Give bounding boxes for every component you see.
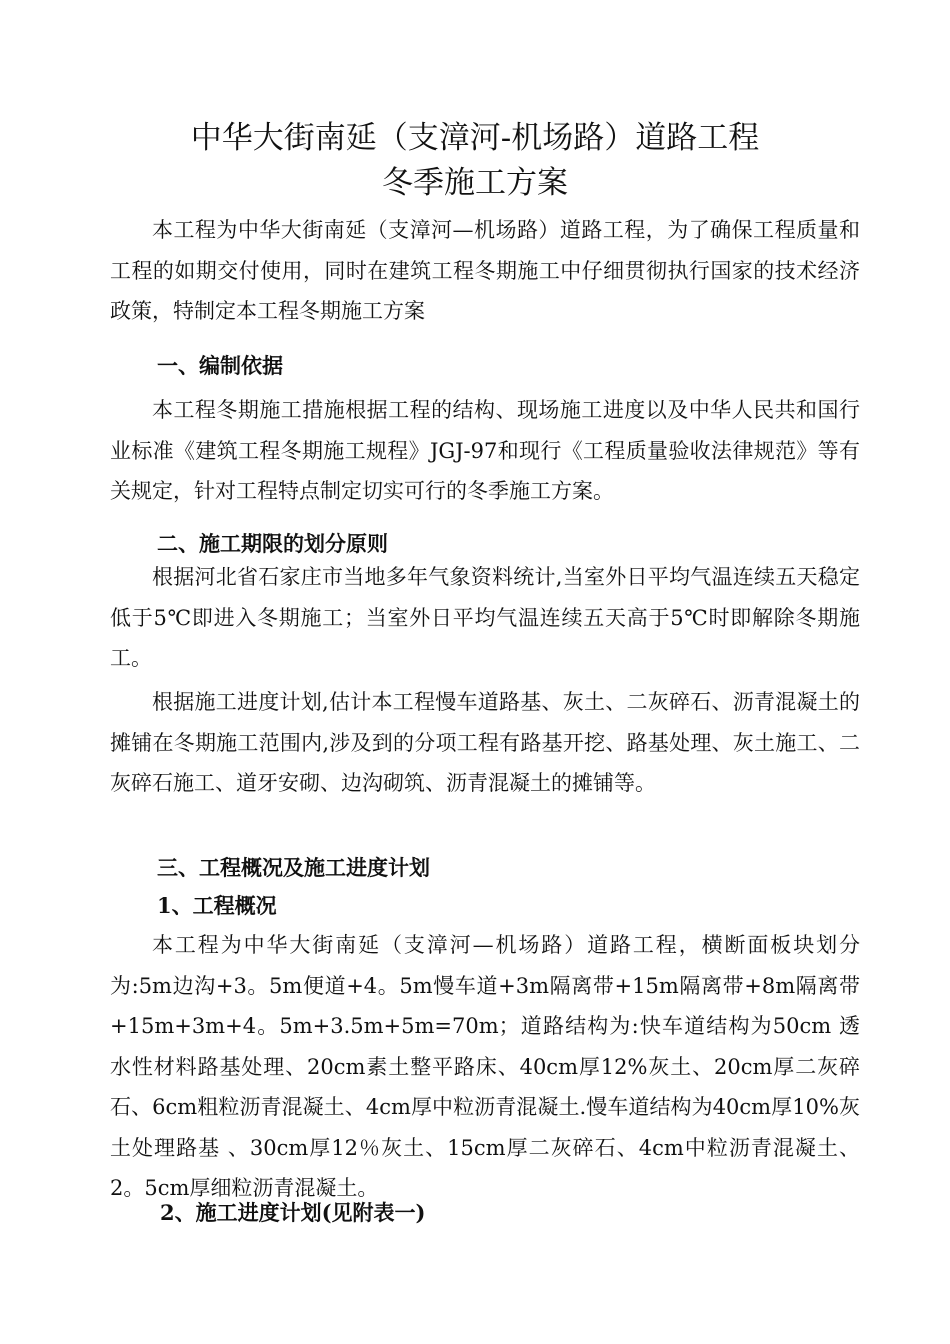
section-2-paragraph-2: 根据施工进度计划,估计本工程慢车道路基、灰土、二灰碎石、沥青混凝土的摊铺在冬期施工范围内,涉及到的分项工程有路基开挖、路基处理、灰土施工、二灰碎石施工、道牙安砌、边沟砌筑、沥青混凝土的摊铺等。 xyxy=(110,690,860,795)
section-1-body: 本工程冬期施工措施根据工程的结构、现场施工进度以及中华人民共和国行业标准《建筑工程冬期施工规程》JGJ-97和现行《工程质量验收法律规范》等有关规定，针对工程特点制定切实可行的冬季施工方案。 xyxy=(110,398,860,503)
section-2-heading: 二、施工期限的划分原则 xyxy=(157,531,388,556)
section-2-paragraph-1: 根据河北省石家庄市当地多年气象资料统计,当室外日平均气温连续五天稳定低于5℃即进入冬期施工；当室外日平均气温连续五天高于5℃时即解除冬期施工。 xyxy=(110,565,860,670)
subsection-2-heading: 2、施工进度计划(见附表一) xyxy=(160,1200,426,1225)
section-1-heading: 一、编制依据 xyxy=(157,353,283,378)
document-title: 中华大街南延（支漳河-机场路）道路工程 xyxy=(190,120,760,156)
subsection-1-heading: 1、工程概况 xyxy=(157,893,277,918)
intro-paragraph: 本工程为中华大街南延（支漳河—机场路）道路工程，为了确保工程质量和工程的如期交付使用，同时在建筑工程冬期施工中仔细贯彻执行国家的技术经济政策，特制定本工程冬期施工方案 xyxy=(110,218,860,323)
section-3-heading: 三、工程概况及施工进度计划 xyxy=(157,855,430,880)
document-subtitle: 冬季施工方案 xyxy=(382,165,568,201)
subsection-1-body: 本工程为中华大街南延（支漳河—机场路）道路工程，横断面板块划分为:5m边沟+3。5m便道+4。5m慢车道+3m隔离带+15m隔离带+8m隔离带+15m+3m+4。5m+3.5m+5m=70m；道路结构为:快车道结构为50cm 透水性材料路基处理、20cm素土整平路床、40cm厚12%灰土、20cm厚二灰碎石、6cm粗粒沥青混凝土、4cm厚中粒沥青混凝土.慢车道结构为40cm厚10%灰土处理路基 、30cm厚12％灰土、15cm厚二灰碎石、4cm中粒沥青混凝土、2。5cm厚细粒沥青混凝土。 xyxy=(110,933,860,1200)
